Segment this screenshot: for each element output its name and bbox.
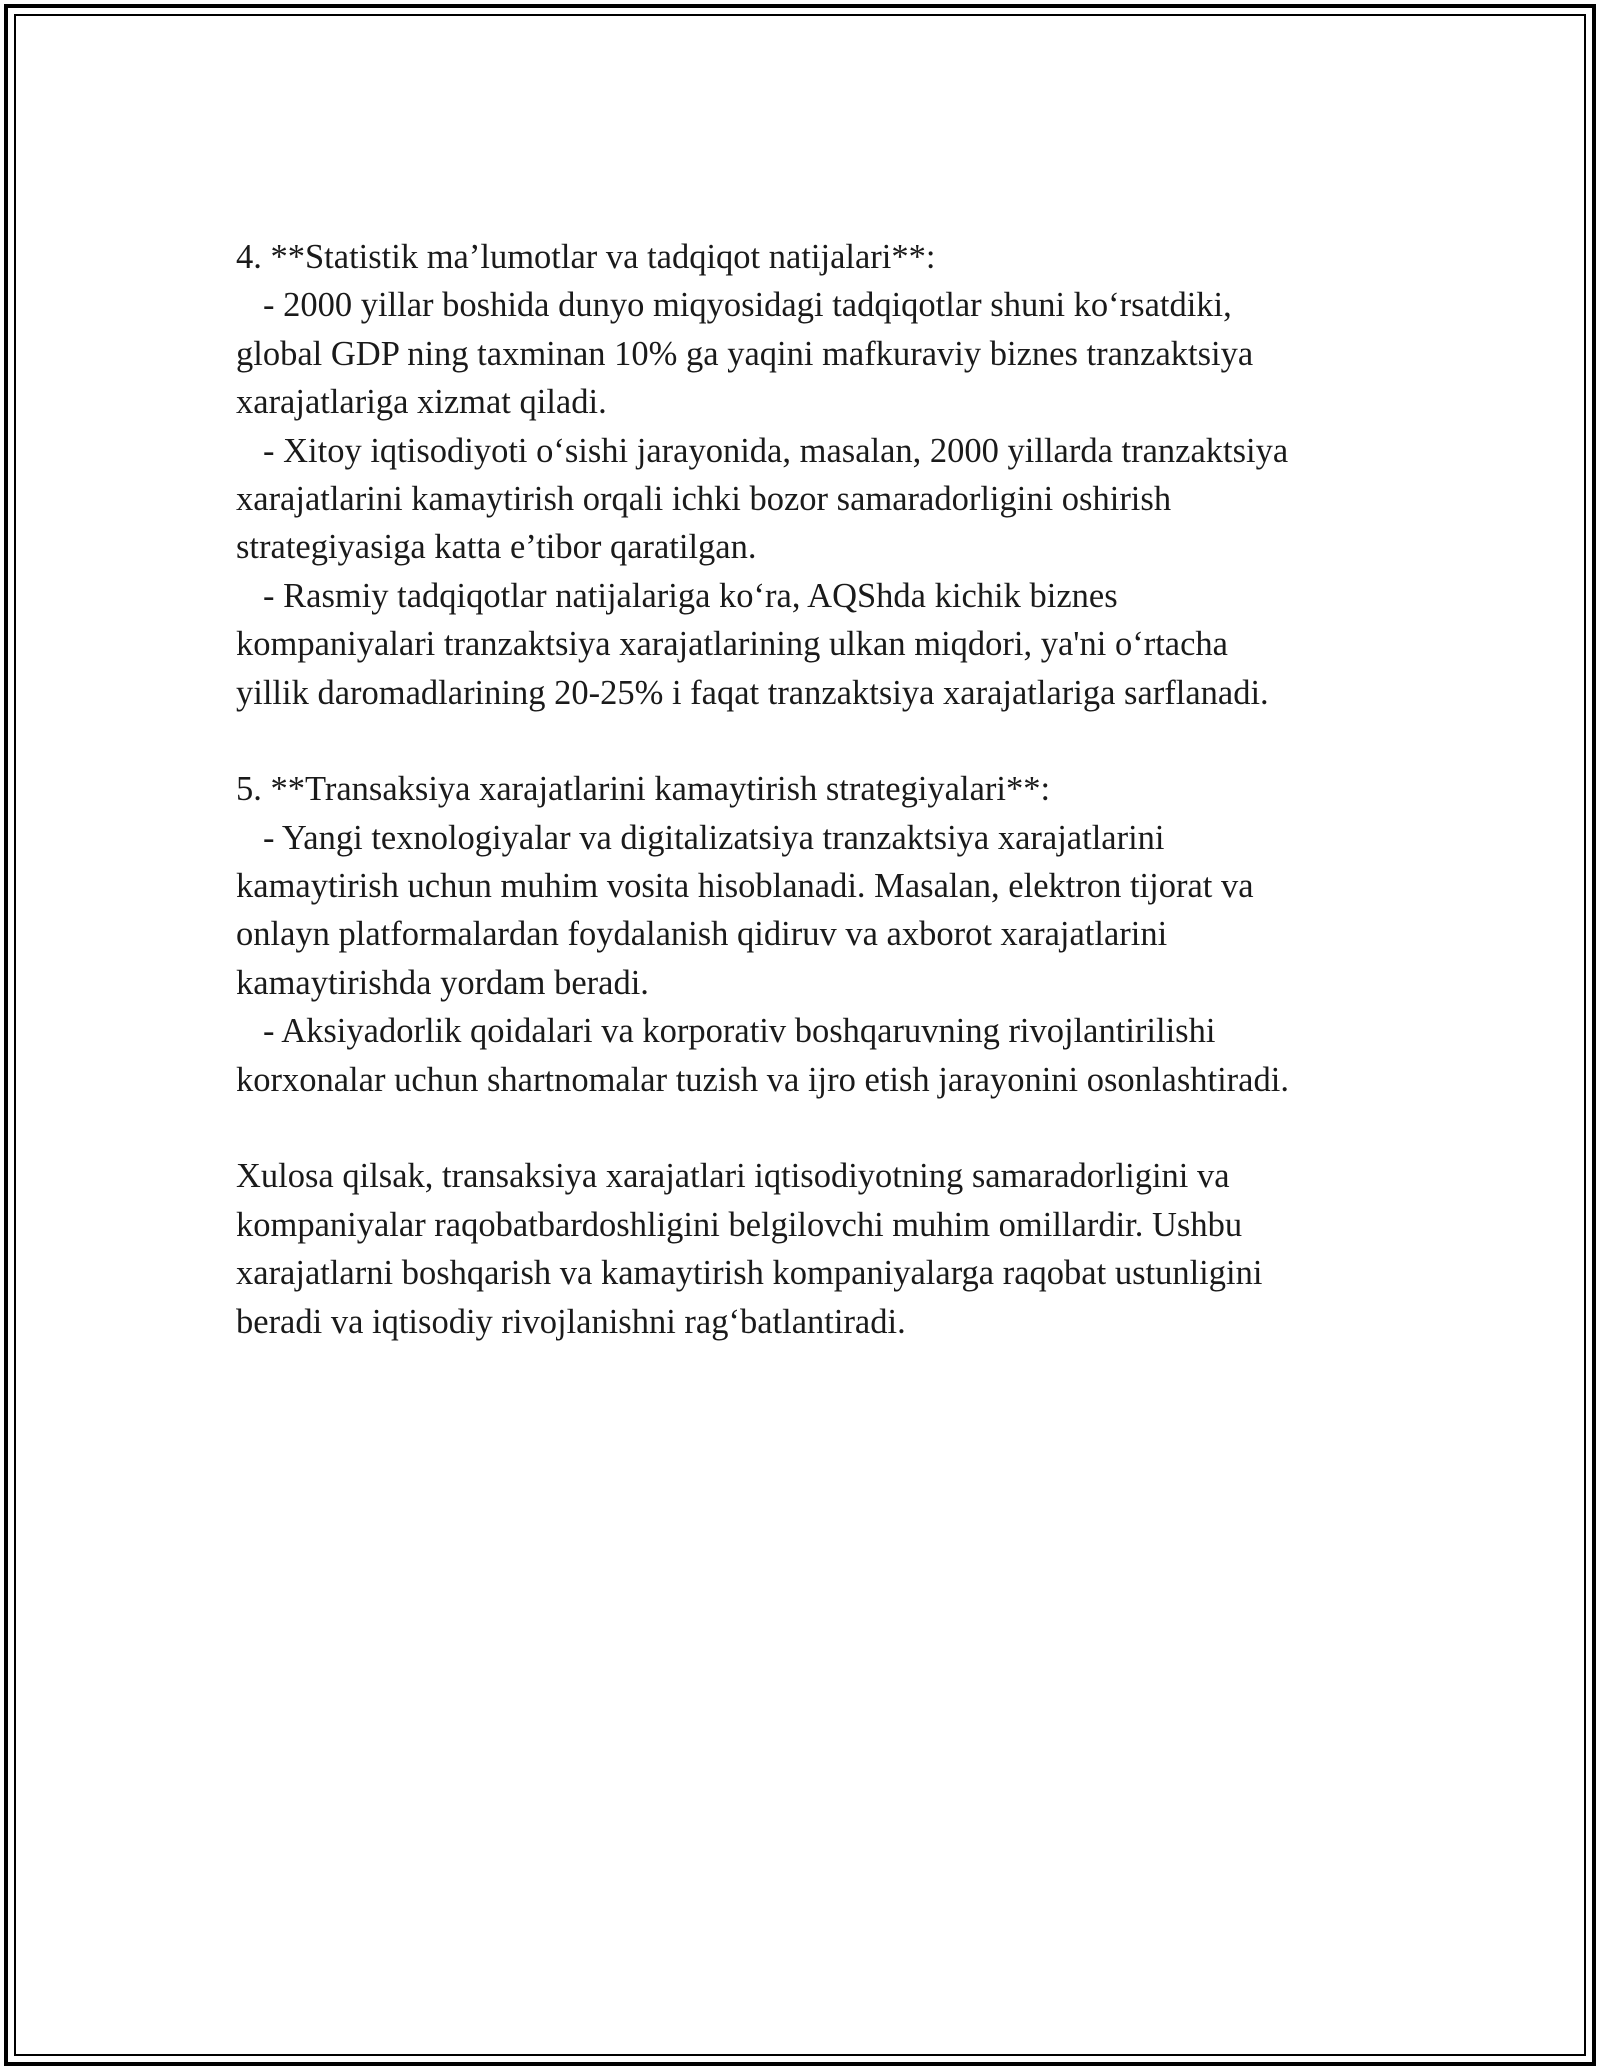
- item-line: - Xitoy iqtisodiyoti o‘sishi jarayonida, masalan, 2000 yillarda tranzaktsiya: [263, 431, 1289, 470]
- item-line: kompaniyalari tranzaktsiya xarajatlarining ulkan miqdori, ya'ni o‘rtacha: [236, 625, 1228, 664]
- section-5-item-1: [236, 814, 1376, 1008]
- item-line: - Aksiyadorlik qoidalari va korporativ boshqaruvning rivojlantirilishi: [263, 1012, 1216, 1051]
- item-line: kamaytirish uchun muhim vosita hisoblanadi. Masalan, elektron tijorat va: [236, 867, 1254, 906]
- conclusion-line: Xulosa qilsak, transaksiya xarajatlari iqtisodiyotning samaradorligini va: [236, 1157, 1230, 1196]
- section-5: [236, 765, 1376, 1104]
- paragraph-gap: [236, 717, 1376, 765]
- section-5-item-2: [236, 1007, 1376, 1104]
- paragraph-gap: [236, 1104, 1376, 1152]
- item-line: yillik daromadlarining 20-25% i faqat tranzaktsiya xarajatlariga sarflanadi.: [236, 673, 1269, 712]
- item-line: kamaytirishda yordam beradi.: [236, 963, 649, 1002]
- section-5-heading: 5. **Transaksiya xarajatlarini kamaytirish strategiyalari**:: [236, 770, 1051, 809]
- item-line: strategiyasiga katta e’tibor qaratilgan.: [236, 528, 757, 567]
- item-line: - 2000 yillar boshida dunyo miqyosidagi tadqiqotlar shuni ko‘rsatdiki,: [263, 286, 1232, 325]
- item-line: korxonalar uchun shartnomalar tuzish va ijro etish jarayonini osonlashtiradi.: [236, 1060, 1289, 1099]
- section-4: [236, 233, 1376, 717]
- conclusion-paragraph: [236, 1152, 1376, 1346]
- section-4-heading: 4. **Statistik ma’lumotlar va tadqiqot natijalari**:: [236, 238, 936, 276]
- section-4-item-2: [236, 427, 1376, 572]
- conclusion-line: kompaniyalar raqobatbardoshligini belgilovchi muhim omillardir. Ushbu: [236, 1205, 1243, 1244]
- document-body: [236, 233, 1376, 1346]
- item-line: global GDP ning taxminan 10% ga yaqini mafkuraviy biznes tranzaktsiya: [236, 334, 1254, 373]
- item-line: xarajatlariga xizmat qiladi.: [236, 383, 607, 422]
- item-line: - Yangi texnologiyalar va digitalizatsiya tranzaktsiya xarajatlarini: [263, 818, 1165, 857]
- item-line: onlayn platformalardan foydalanish qidiruv va axborot xarajatlarini: [236, 915, 1168, 954]
- conclusion-line: xarajatlarni boshqarish va kamaytirish kompaniyalarga raqobat ustunligini: [236, 1254, 1263, 1293]
- item-line: - Rasmiy tadqiqotlar natijalariga ko‘ra, AQShda kichik biznes: [263, 576, 1118, 615]
- item-line: xarajatlarini kamaytirish orqali ichki bozor samaradorligini oshirish: [236, 479, 1172, 518]
- section-4-item-3: [236, 572, 1376, 717]
- section-4-item-1: [236, 281, 1376, 426]
- conclusion-line: beradi va iqtisodiy rivojlanishni rag‘batlantiradi.: [236, 1302, 906, 1341]
